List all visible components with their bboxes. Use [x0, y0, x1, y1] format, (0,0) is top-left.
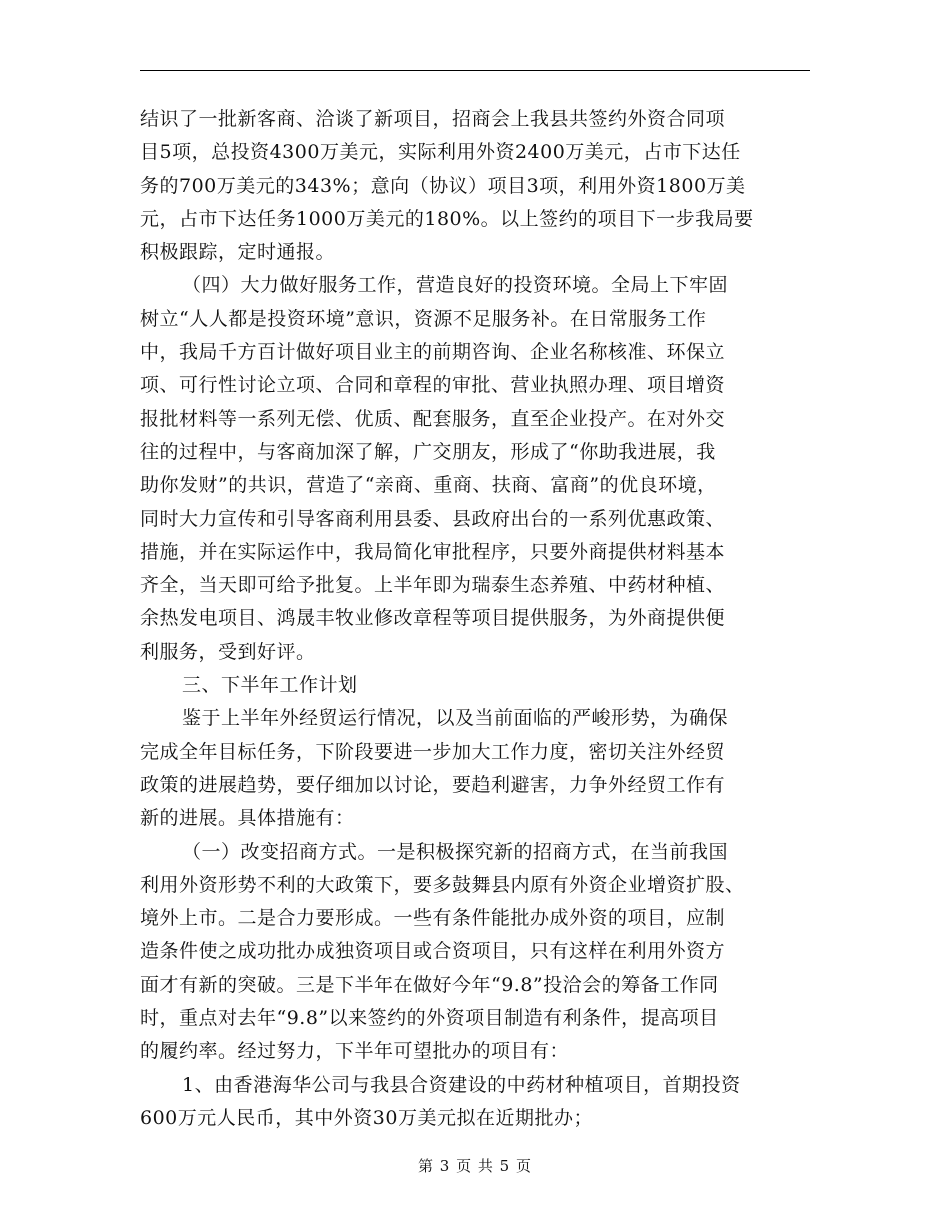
- text-line: 助你发财”的共识，营造了“亲商、重商、扶商、富商”的优良环境，: [140, 474, 717, 497]
- body-text: [140, 103, 810, 1135]
- text-line: （四）大力做好服务工作，营造良好的投资环境。全局上下牢固: [182, 274, 729, 297]
- text-line: 造条件使之成功批办成独资项目或合资项目，只有这样在利用外资方: [140, 940, 726, 963]
- header-rule: [140, 70, 810, 71]
- text-line: 鉴于上半年外经贸运行情况，以及当前面临的严峻形势，为确保: [182, 707, 729, 730]
- text-line: 的履约率。经过努力，下半年可望批办的项目有：: [140, 1040, 570, 1063]
- text-line: 结识了一批新客商、洽谈了新项目，招商会上我县共签约外资合同项: [140, 108, 726, 130]
- text-line: 积极跟踪，定时通报。: [140, 241, 336, 264]
- text-line: 利用外资形势不利的大政策下，要多鼓舞县内原有外资企业增资扩股、: [140, 873, 745, 896]
- text-line: 余热发电项目、鸿晟丰牧业修改章程等项目提供服务，为外商提供便: [140, 607, 726, 630]
- text-line: 利服务，受到好评。: [140, 640, 316, 663]
- text-line: 新的进展。具体措施有：: [140, 807, 355, 830]
- text-line: （一）改变招商方式。一是积极探究新的招商方式，在当前我国: [182, 840, 729, 863]
- text-line: 600万元人民币，其中外资30万美元拟在近期批办；: [140, 1106, 593, 1129]
- text-line: 同时大力宣传和引导客商利用县委、县政府出台的一系列优惠政策、: [140, 507, 726, 530]
- text-line: 树立“人人都是投资环境”意识，资源不足服务补。在日常服务工作: [140, 307, 707, 330]
- text-line: 完成全年目标任务，下阶段要进一步加大工作力度，密切关注外经贸: [140, 740, 726, 763]
- text-line: 往的过程中，与客商加深了解，广交朋友，形成了“你助我进展，我: [140, 440, 716, 463]
- text-line: 措施，并在实际运作中，我局简化审批程序，只要外商提供材料基本: [140, 540, 726, 563]
- text-line: 元，占市下达任务1000万美元的180%。以上签约的项目下一步我局要: [140, 207, 754, 230]
- text-line: 项、可行性讨论立项、合同和章程的审批、营业执照办理、项目增资: [140, 374, 726, 397]
- text-line: 面才有新的突破。三是下半年在做好今年“9.8”投洽会的筹备工作同: [140, 973, 719, 996]
- text-line: 务的700万美元的343%；意向（协议）项目3项，利用外资1800万美: [140, 174, 746, 197]
- text-line: 时，重点对去年“9.8”以来签约的外资项目制造有利条件，提高项目: [140, 1007, 719, 1030]
- text-line: 齐全，当天即可给予批复。上半年即为瑞泰生态养殖、中药材种植、: [140, 574, 726, 597]
- text-line: 中，我局千方百计做好项目业主的前期咨询、企业名称核准、环保立: [140, 341, 726, 364]
- text-line: 政策的进展趋势，要仔细加以讨论，要趋利避害，力争外经贸工作有: [140, 773, 726, 796]
- section-heading: 三、下半年工作计划: [182, 674, 358, 697]
- text-line: 1、由香港海华公司与我县合资建设的中药材种植项目，首期投资: [182, 1073, 741, 1096]
- text-line: 目5项，总投资4300万美元，实际利用外资2400万美元，占市下达任: [140, 141, 741, 164]
- text-line: 报批材料等一系列无偿、优质、配套服务，直至企业投产。在对外交: [140, 407, 726, 430]
- text-line: 境外上市。二是合力要形成。一些有条件能批办成外资的项目，应制: [140, 907, 726, 930]
- page-number-footer: 第 3 页 共 5 页: [418, 1157, 532, 1175]
